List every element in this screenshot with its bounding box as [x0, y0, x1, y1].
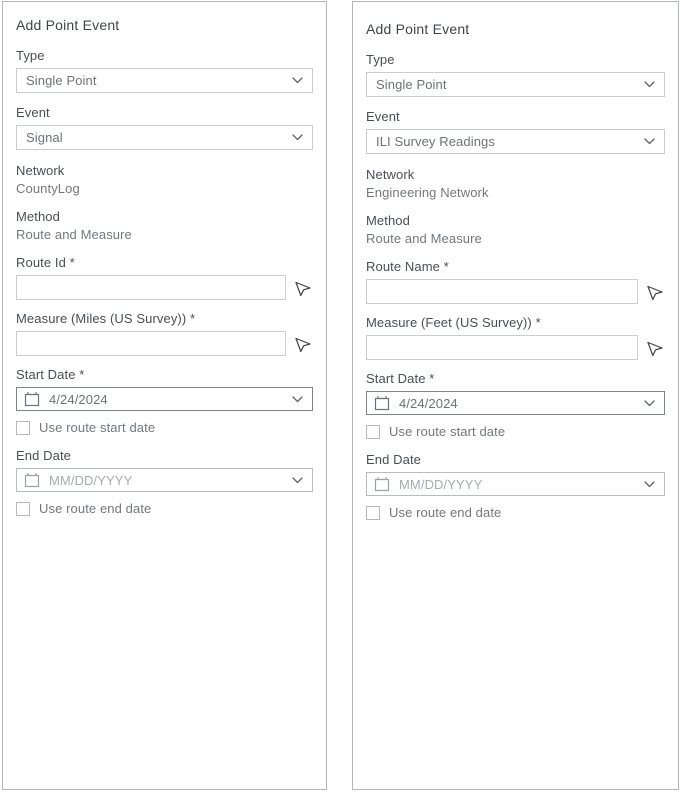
route-id-input[interactable]: [16, 275, 286, 300]
chevron-down-icon: [292, 77, 303, 84]
use-route-start-date-label: Use route start date: [389, 424, 506, 439]
start-date-label: Start Date *: [16, 367, 85, 382]
start-date-label: Start Date *: [366, 371, 435, 386]
method-label: Method: [16, 209, 60, 224]
type-select[interactable]: [366, 72, 665, 97]
network-label: Network: [16, 163, 65, 178]
start-date-picker[interactable]: [16, 387, 313, 411]
end-date-placeholder: MM/DD/YYYY: [399, 476, 483, 492]
measure-label: Measure (Feet (US Survey)) *: [366, 315, 541, 330]
map-pointer-icon[interactable]: [293, 334, 313, 354]
measure-label: Measure (Miles (US Survey)) *: [16, 311, 196, 326]
start-date-picker[interactable]: [366, 391, 665, 415]
network-value: Engineering Network: [366, 185, 489, 200]
page-title: Add Point Event: [16, 17, 120, 33]
use-route-start-date-label: Use route start date: [39, 420, 156, 435]
chevron-down-icon: [644, 400, 655, 407]
route-id-label: Route Id *: [16, 255, 75, 270]
use-route-end-date-label: Use route end date: [39, 501, 152, 516]
add-point-event-panel-right: [352, 1, 679, 790]
page-title: Add Point Event: [366, 21, 470, 37]
network-label: Network: [366, 167, 415, 182]
type-select-value: Single Point: [376, 77, 447, 92]
method-value: Route and Measure: [16, 227, 132, 242]
start-date-value: 4/24/2024: [399, 395, 458, 411]
method-label: Method: [366, 213, 410, 228]
end-date-label: End Date: [366, 452, 422, 467]
method-value: Route and Measure: [366, 231, 482, 246]
use-route-end-date-checkbox[interactable]: [16, 502, 30, 516]
event-select-value: Signal: [26, 130, 63, 145]
use-route-end-date-row: [16, 501, 313, 516]
start-date-value: 4/24/2024: [49, 391, 108, 407]
chevron-down-icon: [292, 396, 303, 403]
map-pointer-icon[interactable]: [645, 282, 665, 302]
use-route-end-date-checkbox[interactable]: [366, 506, 380, 520]
chevron-down-icon: [292, 134, 303, 141]
calendar-icon: [24, 391, 40, 407]
chevron-down-icon: [292, 477, 303, 484]
use-route-end-date-row: [366, 505, 665, 520]
use-route-start-date-row: [16, 420, 313, 435]
event-select-value: ILI Survey Readings: [376, 134, 495, 149]
type-label: Type: [16, 48, 45, 63]
chevron-down-icon: [644, 81, 655, 88]
event-label: Event: [366, 109, 400, 124]
route-name-input[interactable]: [366, 279, 638, 304]
end-date-label: End Date: [16, 448, 72, 463]
type-select[interactable]: [16, 68, 313, 93]
route-name-label: Route Name *: [366, 259, 449, 274]
use-route-start-date-checkbox[interactable]: [366, 425, 380, 439]
calendar-icon: [24, 472, 40, 488]
end-date-picker[interactable]: [16, 468, 313, 492]
type-label: Type: [366, 52, 395, 67]
measure-input[interactable]: [16, 331, 286, 356]
calendar-icon: [374, 395, 390, 411]
end-date-placeholder: MM/DD/YYYY: [49, 472, 133, 488]
map-pointer-icon[interactable]: [293, 278, 313, 298]
measure-input[interactable]: [366, 335, 638, 360]
chevron-down-icon: [644, 481, 655, 488]
use-route-start-date-row: [366, 424, 665, 439]
event-label: Event: [16, 105, 50, 120]
type-select-value: Single Point: [26, 73, 97, 88]
use-route-end-date-label: Use route end date: [389, 505, 502, 520]
network-value: CountyLog: [16, 181, 80, 196]
add-point-event-panel-left: [2, 1, 327, 790]
event-select[interactable]: [16, 125, 313, 150]
use-route-start-date-checkbox[interactable]: [16, 421, 30, 435]
event-select[interactable]: [366, 129, 665, 154]
chevron-down-icon: [644, 138, 655, 145]
calendar-icon: [374, 476, 390, 492]
map-pointer-icon[interactable]: [645, 338, 665, 358]
end-date-picker[interactable]: [366, 472, 665, 496]
